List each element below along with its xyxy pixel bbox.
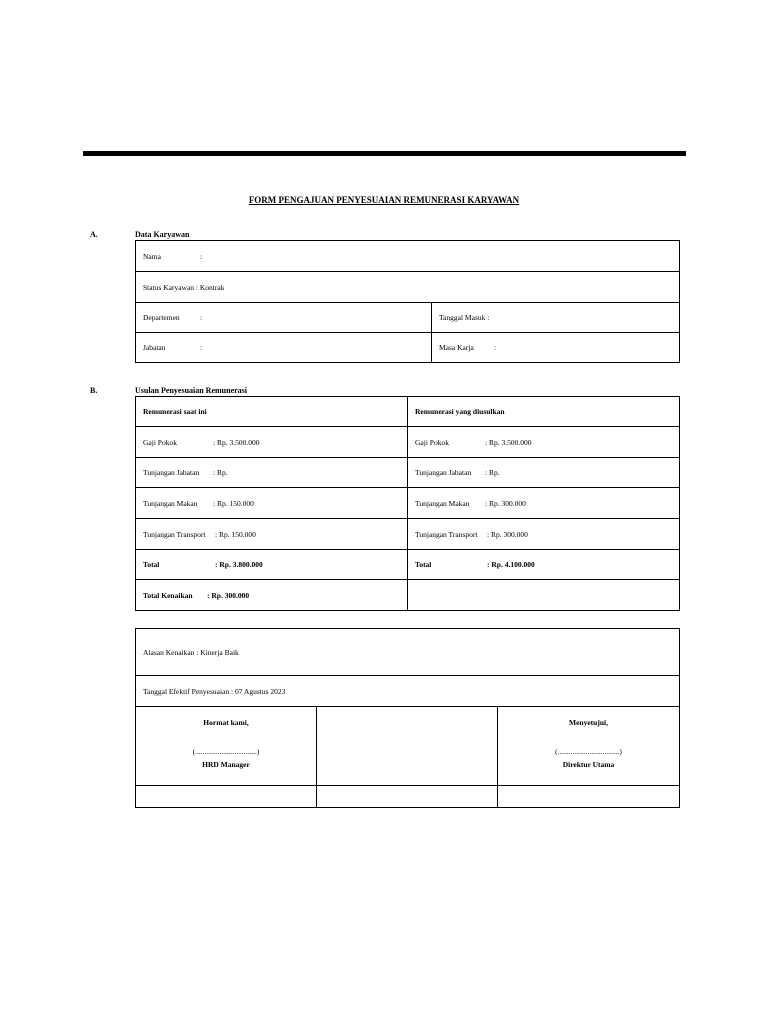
- signature-heading: Menyetujui,: [569, 718, 608, 728]
- jabatan-field[interactable]: [136, 333, 432, 363]
- current-tunjangan-makan[interactable]: [136, 488, 408, 519]
- nama-separator: :: [200, 251, 203, 261]
- employee-data-table: [135, 240, 680, 363]
- current-gaji-pokok[interactable]: [136, 427, 408, 458]
- row-value: : Rp. 150.000: [215, 529, 256, 539]
- current-tunjangan-jabatan[interactable]: [136, 458, 408, 488]
- proposed-gaji-pokok[interactable]: [408, 427, 680, 458]
- signature-blank: (.................................): [192, 746, 260, 756]
- kenaikan-value: : Rp. 300.000: [207, 590, 250, 600]
- signature-hrd[interactable]: [136, 707, 317, 786]
- signature-role: HRD Manager: [202, 760, 250, 770]
- current-tunjangan-transport[interactable]: [136, 519, 408, 550]
- section-a-letter: A.: [90, 230, 98, 239]
- row-value: : Rp. 3.500.000: [213, 437, 260, 447]
- departemen-field[interactable]: [136, 303, 432, 333]
- tanggal-efektif[interactable]: Tanggal Efektif Penyesuaian : 07 Agustus 2023: [136, 676, 680, 707]
- row-label: Gaji Pokok: [415, 437, 449, 447]
- form-title: FORM PENGAJUAN PENYESUAIAN REMUNERASI KARYAWAN: [248, 195, 520, 205]
- row-label: Gaji Pokok: [143, 437, 177, 447]
- section-b-letter: B.: [90, 386, 98, 395]
- date-cell-left[interactable]: [136, 786, 317, 808]
- row-label: Tunjangan Transport: [143, 529, 206, 539]
- signature-empty[interactable]: [317, 707, 498, 786]
- alasan-kenaikan[interactable]: Alasan Kenaikan : Kinerja Baik: [136, 629, 680, 676]
- jabatan-label: Jabatan: [143, 343, 166, 352]
- proposed-tunjangan-jabatan[interactable]: [408, 458, 680, 488]
- row-label: Tunjangan Jabatan: [415, 468, 472, 477]
- signature-heading: Hormat kami,: [203, 718, 249, 728]
- masa-kerja-separator: :: [494, 343, 497, 352]
- masa-kerja-label: Masa Karja: [439, 343, 474, 352]
- total-kenaikan[interactable]: [136, 580, 408, 611]
- date-cell-middle[interactable]: [317, 786, 498, 808]
- section-b-title: Usulan Penyesuaian Remunerasi: [135, 386, 248, 395]
- masa-kerja-field[interactable]: [432, 333, 680, 363]
- current-total[interactable]: [136, 550, 408, 580]
- header-rule: [83, 151, 686, 156]
- proposed-tunjangan-makan[interactable]: [408, 488, 680, 519]
- departemen-label: Departemen: [143, 313, 180, 322]
- nama-field[interactable]: [136, 241, 680, 272]
- proposed-total[interactable]: [408, 550, 680, 580]
- total-label: Total: [143, 560, 160, 569]
- kenaikan-label: Total Kenaikan: [143, 590, 193, 600]
- remuneration-table: [135, 396, 680, 611]
- row-label: Tunjangan Makan: [415, 498, 470, 508]
- nama-label: Nama: [143, 251, 161, 261]
- empty-cell[interactable]: [408, 580, 680, 611]
- status-field[interactable]: Status Karyawan : Kontrak: [136, 272, 680, 303]
- proposed-tunjangan-transport[interactable]: [408, 519, 680, 550]
- signature-role: Direktur Utama: [562, 760, 615, 770]
- proposed-header: Remunerasi yang diusulkan: [408, 397, 680, 427]
- tanggal-masuk-field[interactable]: Tanggal Masuk :: [432, 303, 680, 333]
- section-a-title: Data Karyawan: [135, 230, 190, 239]
- signature-direktur[interactable]: [498, 707, 680, 786]
- signature-blank: (.................................): [555, 746, 622, 756]
- row-value: : Rp. 3.500.000: [485, 437, 532, 447]
- approval-table: [135, 628, 680, 808]
- row-value: : Rp. 150.000: [213, 498, 254, 508]
- date-cell-right[interactable]: [498, 786, 680, 808]
- row-value: : Rp.: [485, 468, 500, 477]
- row-label: Tunjangan Makan: [143, 498, 198, 508]
- departemen-separator: :: [200, 313, 203, 322]
- row-value: : Rp. 300.000: [485, 498, 526, 508]
- total-value: : Rp. 4.100.000: [487, 560, 535, 569]
- row-label: Tunjangan Jabatan: [143, 468, 200, 477]
- row-value: : Rp.: [213, 468, 228, 477]
- jabatan-separator: :: [200, 343, 203, 352]
- total-label: Total: [415, 560, 432, 569]
- current-header: Remunerasi saat ini: [136, 397, 408, 427]
- row-label: Tunjangan Transport: [415, 529, 478, 539]
- row-value: : Rp. 300.000: [487, 529, 528, 539]
- total-value: : Rp. 3.800.000: [215, 560, 263, 569]
